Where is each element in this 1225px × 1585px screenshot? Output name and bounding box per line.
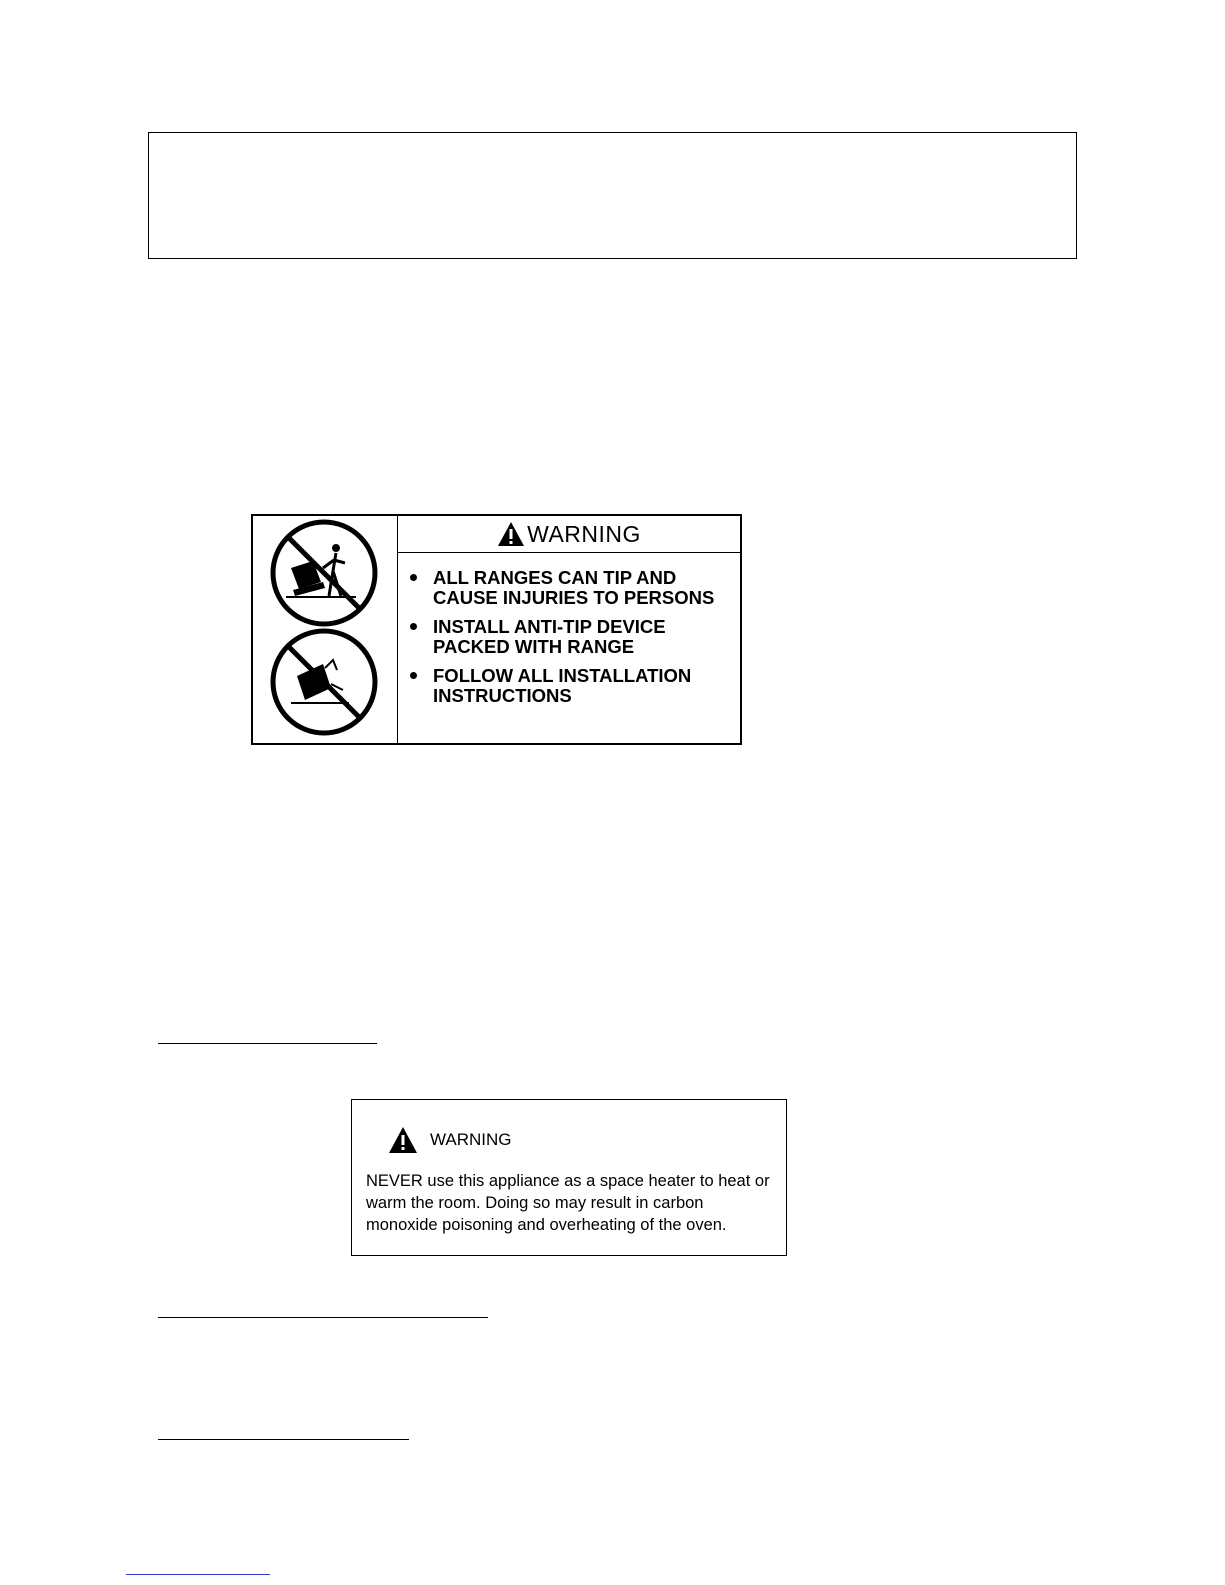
space-heater-warning-box	[351, 1099, 787, 1256]
section-heading-underline	[158, 1317, 488, 1318]
heater-warning-text: NEVER use this appliance as a space heater to heat or warm the room. Doing so may result in carbon monoxide poisoning and overheating of the oven.	[366, 1172, 770, 1234]
warning-triangle-icon	[497, 521, 525, 547]
tip-warning-item: ALL RANGES CAN TIP AND CAUSE INJURIES TO PERSONS	[403, 568, 730, 608]
tip-warning-item: FOLLOW ALL INSTALLATION INSTRUCTIONS	[403, 666, 730, 706]
section-heading-underline	[158, 1043, 377, 1044]
section-heading-underline	[158, 1439, 409, 1440]
tip-warning-header	[398, 516, 740, 553]
tip-warning-item: INSTALL ANTI-TIP DEVICE PACKED WITH RANGE	[403, 617, 730, 657]
heater-warning-title: WARNING	[430, 1130, 512, 1149]
empty-bordered-box	[148, 132, 1077, 259]
heater-warning-header	[388, 1126, 512, 1154]
footer-link-underline[interactable]	[126, 1574, 270, 1575]
tip-warning-list	[403, 568, 730, 715]
tip-warning-title: WARNING	[527, 520, 641, 547]
anti-tip-warning-label	[251, 514, 742, 745]
warning-triangle-icon	[388, 1126, 418, 1154]
no-tipping-range-icon	[253, 624, 397, 742]
